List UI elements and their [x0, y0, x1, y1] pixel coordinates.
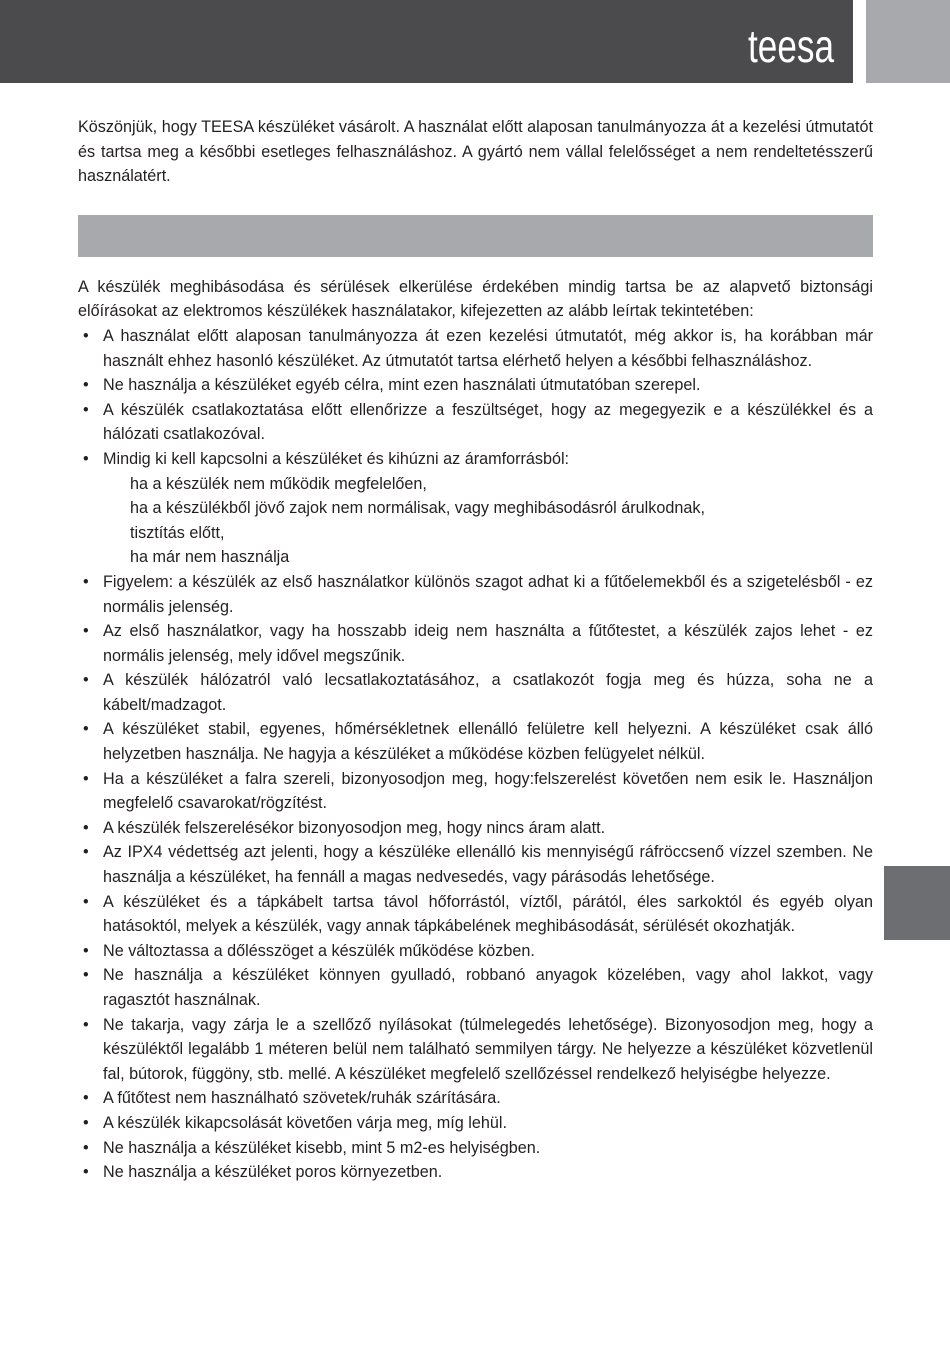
- list-item: • Ha a készüléket a falra szereli, bizonyosodjon meg, hogy:felszerelést követően nem esik le. Használjon megfelelő csavarokat/rögzítést.: [78, 767, 873, 816]
- bullet-icon: •: [83, 966, 89, 985]
- sub-item: tisztítás előtt,: [130, 523, 225, 542]
- list-item: • A készüléket és a tápkábelt tartsa távol hőforrástól, víztől, párától, éles sarkoktól és egyéb olyan hatásoktól, melyek a készülék, vagy annak tápkábelének meghibásodását, sérülését okozhatják.: [78, 890, 873, 939]
- bullet-icon: •: [83, 843, 89, 862]
- bullet-icon: •: [83, 769, 89, 788]
- intro-paragraph: Köszönjük, hogy TEESA készüléket vásárolt. A használat előtt alaposan tanulmányozza át a kezelési útmutatót és tartsa meg a későbbi esetleges felhasználáshoz. A gyártó nem vállal felelősséget a nem rendeltetésszerű használatért.: [78, 118, 873, 186]
- section-heading-bar: [78, 215, 873, 257]
- list-item: • A készülék hálózatról való lecsatlakoztatásához, a csatlakozót fogja meg és húzza, soha ne a kábelt/madzagot.: [78, 668, 873, 717]
- bullet-icon: •: [83, 892, 89, 911]
- sub-item: ha a készülékből jövő zajok nem normálisak, vagy meghibásodásról árulkodnak,: [130, 499, 705, 518]
- bullet-icon: •: [83, 376, 89, 395]
- bullet-icon: •: [83, 622, 89, 641]
- bullet-icon: •: [83, 326, 89, 345]
- sub-item: ha már nem használja: [130, 548, 290, 567]
- list-item: • Ne takarja, vagy zárja le a szellőző nyílásokat (túlmelegedés lehetősége). Bizonyosodjon meg, hogy a készüléktől legalább 1 méteren belül nem található semmilyen tárgy. Ne helyezze a készüléket közvetlenül fal, bútorok, függöny, stb. mellé. A készüléket megfelelő szellőzéssel rendelkező helyiségbe helyezze.: [78, 1013, 873, 1087]
- bullet-icon: •: [83, 572, 89, 591]
- list-item: • A készülék kikapcsolását követően várja meg, míg lehül.: [78, 1111, 873, 1136]
- bullet-icon: •: [83, 1113, 89, 1132]
- list-item: • Figyelem: a készülék az első használatkor különös szagot adhat ki a fűtőelemekből és a szigetelésből - ez normális jelenség.: [78, 570, 873, 619]
- bullet-icon: •: [83, 1163, 89, 1182]
- list-item: • A készülék felszerelésékor bizonyosodjon meg, hogy nincs áram alatt.: [78, 816, 873, 841]
- list-item: • A fűtőtest nem használható szövetek/ruhák szárítására.: [78, 1086, 873, 1111]
- list-item: • Ne használja a készüléket egyéb célra, mint ezen használati útmutatóban szerepel.: [78, 373, 873, 398]
- list-item: • A készülék csatlakoztatása előtt ellenőrizze a feszültséget, hogy az megegyezik e a készülékkel és a hálózati csatlakozóval.: [78, 398, 873, 447]
- safety-rules-list: [78, 324, 873, 1185]
- bullet-icon: •: [83, 400, 89, 419]
- bullet-icon: •: [83, 1089, 89, 1108]
- list-item: • Az első használatkor, vagy ha hosszabb ideig nem használta a fűtőtestet, a készülék zajos lehet - ez normális jelenség, mely idővel megszűnik.: [78, 619, 873, 668]
- list-item: • Ne használja a készüléket kisebb, mint 5 m2-es helyiségben.: [78, 1136, 873, 1161]
- bullet-icon: •: [83, 941, 89, 960]
- list-item: • A készüléket stabil, egyenes, hőmérsékletnek ellenálló felületre kell helyezni. A készüléket csak álló helyzetben használja. Ne hagyja a készüléket a működése közben felügyelet nélkül.: [78, 717, 873, 766]
- list-item: • Mindig ki kell kapcsolni a készüléket és kihúzni az áramforrásból: ha a készülék nem működik megfelelően, ha a készülékből jövő zajok nem normálisak, vagy meghibásodásról árulkodnak, tisztítás előtt, ha már nem használja: [78, 447, 873, 570]
- list-item: • Ne használja a készüléket könnyen gyulladó, robbanó anyagok közelében, vagy ahol lakkot, vagy ragasztót használnak.: [78, 963, 873, 1012]
- teesa-logo: [0, 0, 853, 83]
- sub-item: ha a készülék nem működik megfelelően,: [130, 474, 427, 493]
- side-section-tab: [884, 866, 950, 940]
- bullet-icon: •: [83, 1138, 89, 1157]
- list-item: • Ne használja a készüléket poros környezetben.: [78, 1160, 873, 1185]
- page-content: [78, 115, 873, 1185]
- safety-lead-paragraph: A készülék meghibásodása és sérülések elkerülése érdekében mindig tartsa be az alapvető biztonsági előírásokat az elektromos készülékek használatakor, kifejezetten az alább leírtak tekintetében:: [78, 277, 873, 321]
- bullet-icon: •: [83, 1015, 89, 1034]
- bullet-icon: •: [83, 818, 89, 837]
- logo-text: teesa: [748, 20, 835, 72]
- bullet-icon: •: [83, 671, 89, 690]
- list-item: • Az IPX4 védettség azt jelenti, hogy a készüléke ellenálló kis mennyiségű ráfröccsenő vízzel szemben. Ne használja a készüléket, ha fennáll a magas nedvesedés, vagy párásodás lehetősége.: [78, 840, 873, 889]
- list-item: • A használat előtt alaposan tanulmányozza át ezen kezelési útmutatót, még akkor is, ha korábban már használt ehhez hasonló készüléket. Az útmutatót tartsa elérhető helyen a későbbi felhasználáshoz.: [78, 324, 873, 373]
- bullet-icon: •: [83, 449, 89, 468]
- bullet-icon: •: [83, 720, 89, 739]
- header-corner-tab: [866, 0, 950, 83]
- list-item: • Ne változtassa a dőlésszöget a készülék működése közben.: [78, 939, 873, 964]
